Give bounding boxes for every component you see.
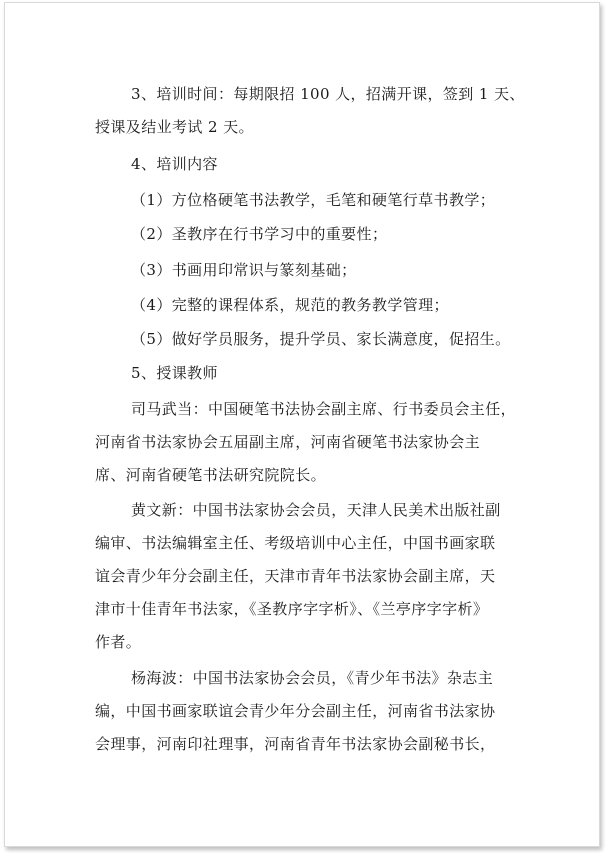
document-page xyxy=(4,2,600,847)
text-line: 编审、书法编辑室主任、考级培训中心主任，中国书画家联 xyxy=(95,534,496,552)
text-line: 黄文新：中国书法家协会会员，天津人民美术出版社副 xyxy=(131,501,501,519)
text-line: 河南省书法家协会五届副主席，河南省硬笔书法家协会主 xyxy=(95,433,481,451)
text-line: 席、河南省硬笔书法研究院院长。 xyxy=(95,466,327,484)
text-line: 谊会青少年分会副主任，天津市青年书法家协会副主席，天 xyxy=(95,567,496,585)
text-line: 司马武当：中国硬笔书法协会副主席、行书委员会主任， xyxy=(131,400,517,418)
list-item: （2）圣教序在行书学习中的重要性； xyxy=(131,225,388,243)
section-heading: 5、授课教师 xyxy=(131,364,218,382)
text-line: 作者。 xyxy=(95,633,142,651)
text-line: 津市十佳青年书法家，《圣教序字字析》、《兰亭序字字析》 xyxy=(95,600,489,618)
section-heading: 4、培训内容 xyxy=(131,155,218,173)
text-line: 3、培训时间：每期限招 100 人，招满开课，签到 1 天、 xyxy=(131,85,525,103)
text-line: 授课及结业考试 2 天。 xyxy=(95,118,254,136)
list-item: （3）书画用印常识与篆刻基础； xyxy=(131,261,357,279)
text-line: 杨海波：中国书法家协会会员，《青少年书法》杂志主 xyxy=(131,669,494,687)
text-line: 会理事，河南印社理事，河南省青年书法家协会副秘书长， xyxy=(95,735,496,753)
list-item: （5）做好学员服务，提升学员、家长满意度，促招生。 xyxy=(131,330,511,348)
text-line: 编，中国书画家联谊会青少年分会副主任，河南省书法家协 xyxy=(95,702,496,720)
list-item: （1）方位格硬笔书法教学，毛笔和硬笔行草书教学； xyxy=(131,191,496,209)
list-item: （4）完整的课程体系，规范的教务教学管理； xyxy=(131,296,449,314)
